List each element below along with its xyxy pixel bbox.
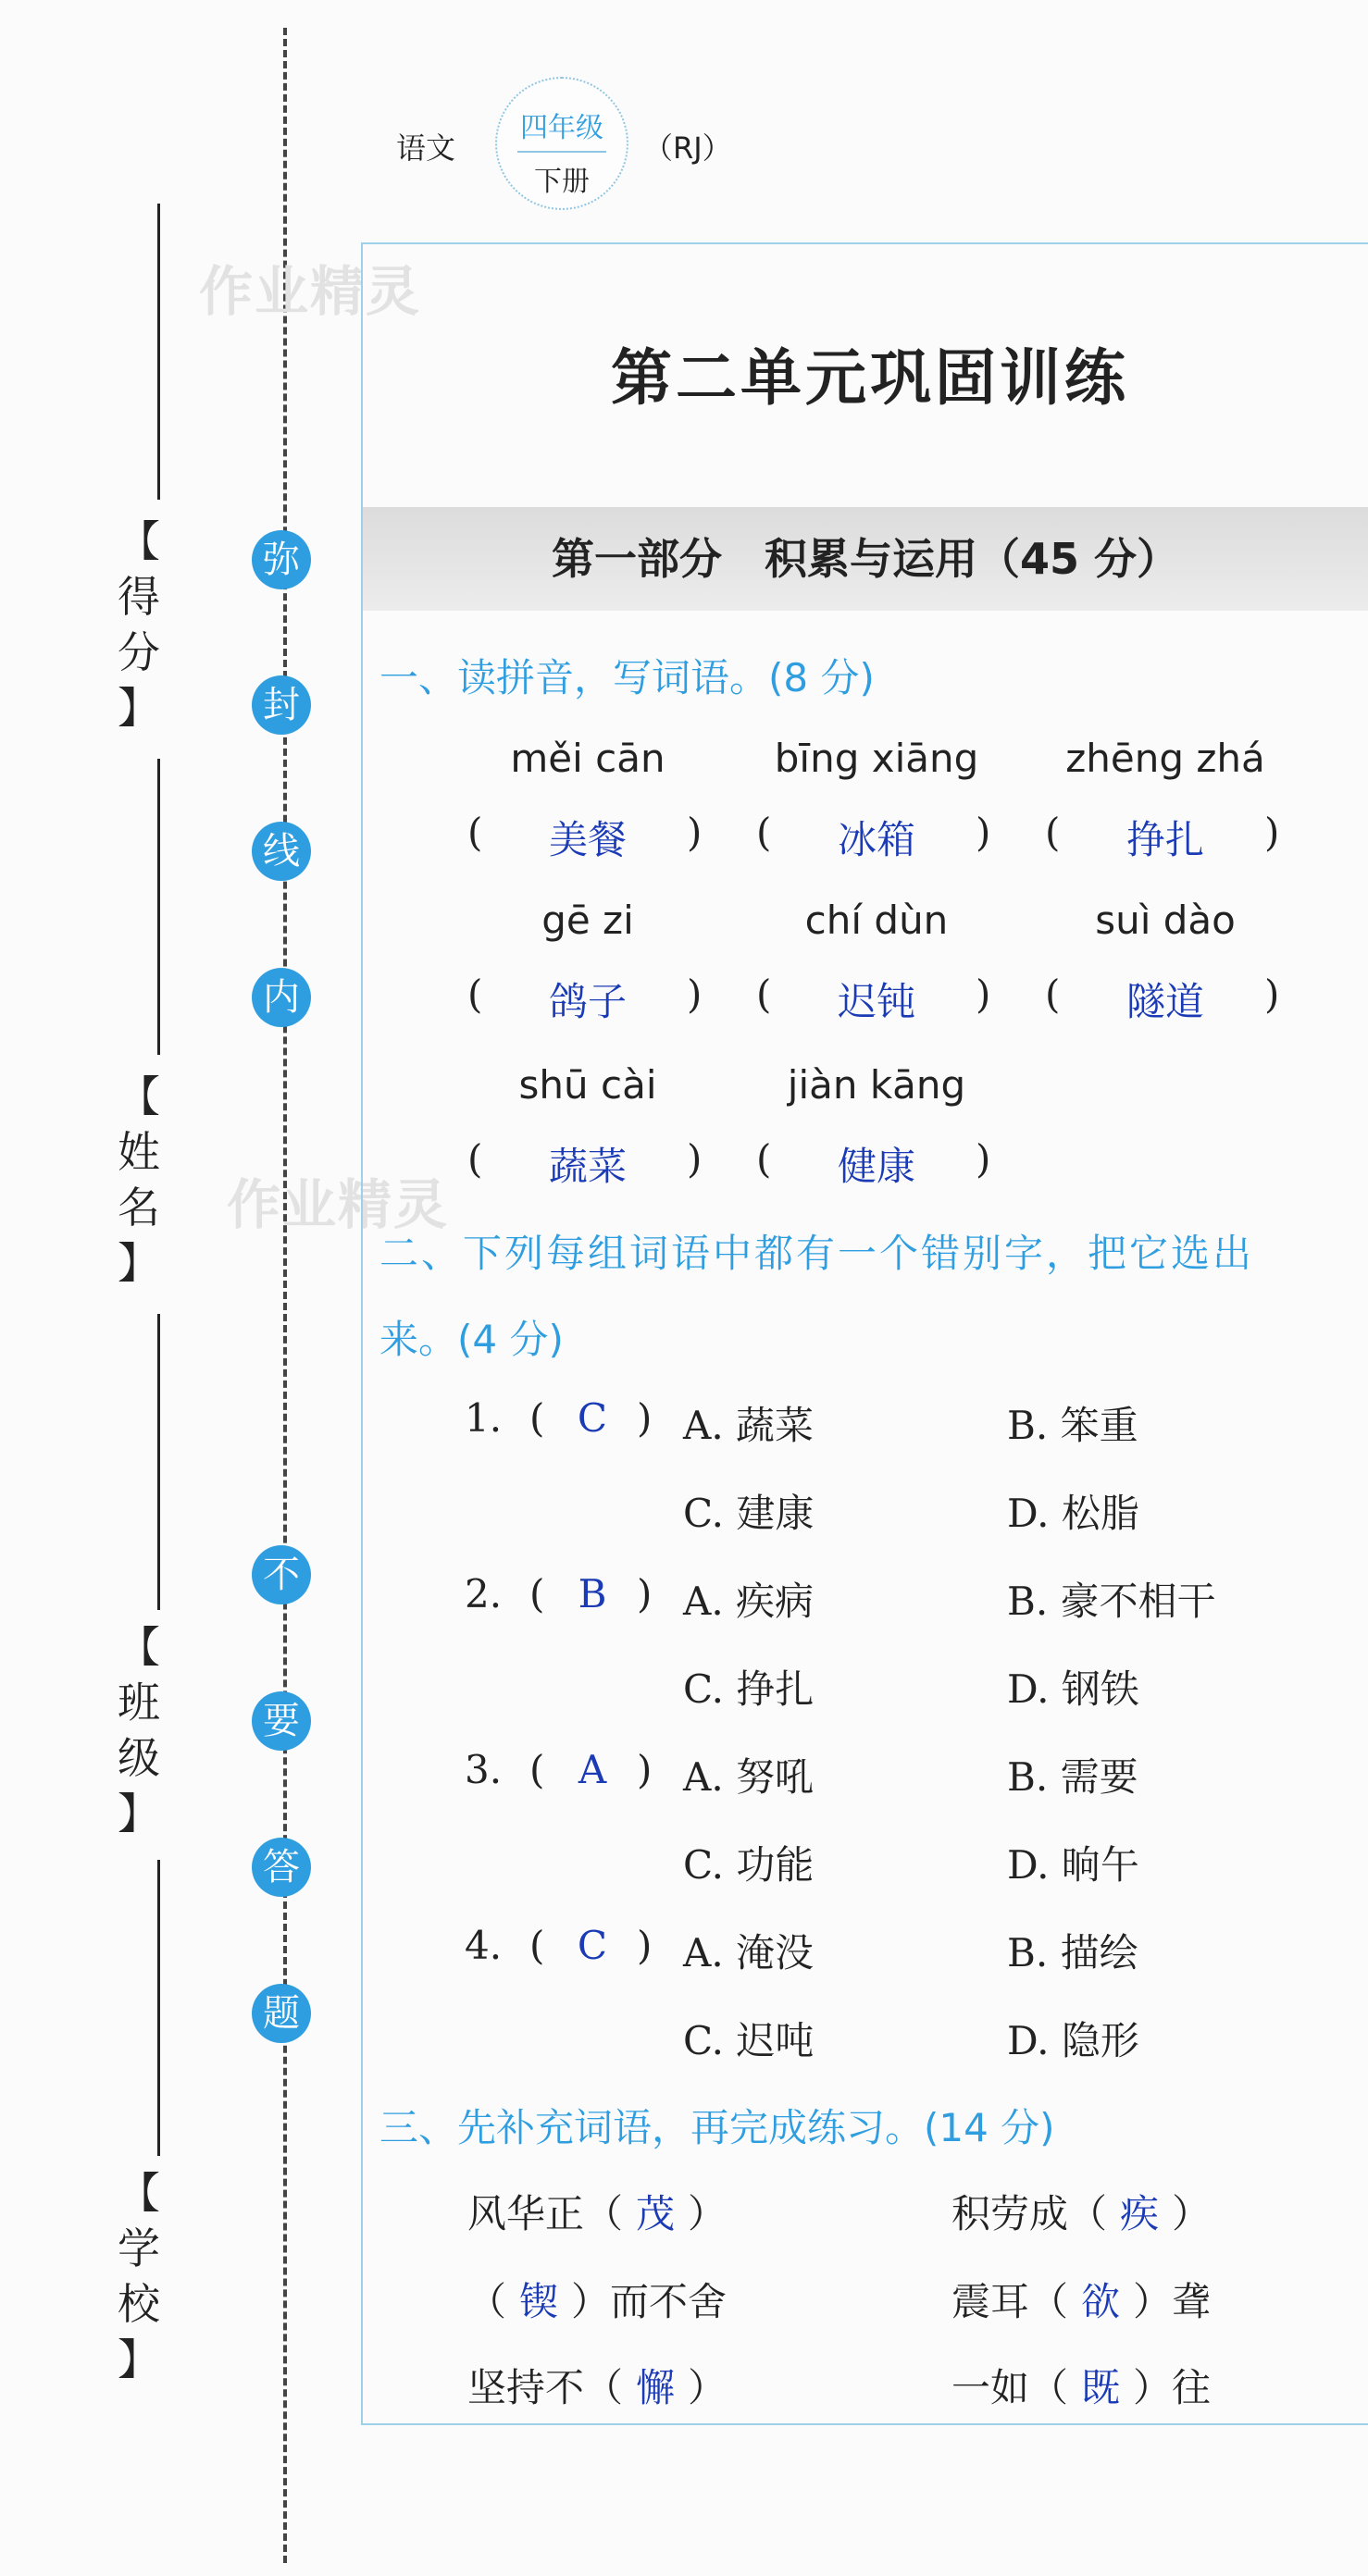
option: D. 隐形: [1007, 2018, 1139, 2063]
subject-label: 语文: [396, 130, 456, 166]
idiom-text: （: [467, 2279, 507, 2324]
q2-heading-cont: 来。(4 分): [379, 1317, 564, 1362]
answer[interactable]: 隧道: [1125, 979, 1204, 1024]
pinyin: bīng xiāng: [774, 736, 979, 781]
option: B. 需要: [1007, 1754, 1138, 1800]
option: D. 晌午: [1007, 1842, 1139, 1888]
score-line[interactable]: [157, 204, 160, 500]
seal-char: 封: [252, 675, 311, 735]
answer[interactable]: 美餐: [548, 817, 627, 862]
paren-open: (: [467, 972, 483, 1017]
school-line[interactable]: [157, 1860, 160, 2156]
q2-heading: 二、下列每组词语中都有一个错别字，把它选出: [379, 1231, 1255, 1276]
binding-dashed-line: [283, 28, 287, 2563]
grade-text: 四年级: [520, 112, 603, 144]
seal-char: 不: [252, 1545, 311, 1604]
seal-char: 内: [252, 968, 311, 1027]
paren-open: (: [529, 1571, 545, 1616]
edition-label: （RJ）: [643, 130, 732, 166]
name-line[interactable]: [157, 759, 160, 1055]
choice-answer[interactable]: A: [578, 1747, 607, 1792]
option: A. 蔬菜: [683, 1403, 815, 1448]
volume-text: 下册: [534, 166, 590, 198]
idiom-text: 风华正（: [467, 2191, 624, 2236]
pinyin: jiàn kāng: [787, 1062, 966, 1108]
option: A. 努吼: [683, 1754, 815, 1800]
q2-num: 3.: [465, 1747, 503, 1792]
watermark-logo: 作业精灵: [227, 1173, 450, 1236]
answer[interactable]: 挣扎: [1125, 817, 1204, 862]
seal-char: 要: [252, 1691, 311, 1751]
choice-answer[interactable]: B: [578, 1571, 607, 1616]
part-heading: 第一部分 积累与运用（45 分）: [551, 534, 1180, 584]
paren-open: (: [756, 972, 772, 1017]
paren-close: ): [637, 1747, 653, 1792]
option: C. 挣扎: [683, 1666, 815, 1712]
name-label: 【 姓 名 】: [118, 1071, 160, 1288]
option: B. 笨重: [1007, 1403, 1138, 1448]
school-label: 【 学 校 】: [118, 2168, 160, 2384]
paren-open: (: [529, 1747, 545, 1792]
idiom-text: ）: [1172, 2191, 1212, 2236]
paren-open: (: [529, 1395, 545, 1441]
idiom-text: 积劳成（: [951, 2191, 1108, 2236]
paren-close: ): [637, 1923, 653, 1968]
paren-close: ): [976, 1136, 991, 1182]
paren-close: ): [1264, 972, 1280, 1017]
answer[interactable]: 鸽子: [548, 979, 627, 1024]
seal-char: 弥: [252, 530, 311, 589]
idiom-answer[interactable]: 疾: [1120, 2191, 1160, 2236]
paren-close: ): [976, 972, 991, 1017]
paren-open: (: [1045, 972, 1061, 1017]
option: C. 建康: [683, 1491, 815, 1536]
idiom-answer[interactable]: 懈: [636, 2365, 676, 2410]
option: D. 松脂: [1007, 1491, 1139, 1536]
answer[interactable]: 迟钝: [837, 979, 915, 1024]
seal-char: 题: [252, 1984, 311, 2043]
idiom-text: ）: [688, 2365, 728, 2410]
score-label: 【 得 分 】: [118, 516, 160, 733]
class-label: 【 班 级 】: [118, 1622, 160, 1839]
paren-open: (: [756, 810, 772, 855]
idiom-answer[interactable]: 既: [1081, 2365, 1121, 2410]
paren-close: ): [637, 1571, 653, 1616]
idiom-text: ）: [688, 2191, 728, 2236]
pinyin: měi cān: [510, 736, 665, 781]
option: D. 钢铁: [1007, 1666, 1139, 1712]
idiom-left: [467, 2184, 727, 2239]
q2-num: 4.: [465, 1923, 503, 1968]
idiom-right: [951, 2184, 1211, 2239]
pinyin: zhēng zhá: [1065, 736, 1265, 781]
q2-num: 1.: [465, 1395, 503, 1441]
idiom-right: [951, 2358, 1211, 2413]
idiom-left: [467, 2272, 727, 2327]
seal-char: 答: [252, 1838, 311, 1897]
page-title: 第二单元巩固训练: [611, 342, 1129, 414]
option: A. 淹没: [683, 1930, 815, 1975]
paren-open: (: [529, 1923, 545, 1968]
seal-char: 线: [252, 822, 311, 881]
paren-open: (: [756, 1136, 772, 1182]
paren-open: (: [1045, 810, 1061, 855]
idiom-left: [467, 2358, 727, 2413]
idiom-text: ）而不舍: [571, 2279, 728, 2324]
q1-heading: 一、读拼音，写词语。(8 分): [379, 655, 875, 700]
pinyin: shū cài: [518, 1062, 657, 1108]
choice-answer[interactable]: C: [577, 1923, 608, 1968]
watermark-logo: 作业精灵: [199, 260, 422, 323]
idiom-text: ）往: [1133, 2365, 1212, 2410]
paren-open: (: [467, 1136, 483, 1182]
option: A. 疾病: [683, 1579, 815, 1624]
idiom-answer[interactable]: 锲: [519, 2279, 559, 2324]
answer[interactable]: 蔬菜: [548, 1144, 627, 1189]
paren-close: ): [637, 1395, 653, 1441]
choice-answer[interactable]: C: [577, 1395, 608, 1441]
idiom-answer[interactable]: 茂: [636, 2191, 676, 2236]
badge-divider: [517, 151, 606, 153]
grade-badge: [495, 77, 628, 210]
q3-heading: 三、先补充词语，再完成练习。(14 分): [379, 2105, 1055, 2150]
option: B. 豪不相干: [1007, 1579, 1216, 1624]
paren-close: ): [687, 810, 703, 855]
idiom-right: [951, 2272, 1211, 2327]
answer[interactable]: 健康: [837, 1144, 915, 1189]
answer[interactable]: 冰箱: [837, 817, 915, 862]
paren-close: ): [1264, 810, 1280, 855]
pinyin: suì dào: [1095, 898, 1236, 943]
idiom-text: ）聋: [1133, 2279, 1212, 2324]
option: C. 功能: [683, 1842, 815, 1888]
idiom-text: 一如（: [951, 2365, 1069, 2410]
pinyin: gē zi: [541, 898, 634, 943]
idiom-answer[interactable]: 欲: [1081, 2279, 1121, 2324]
idiom-text: 坚持不（: [467, 2365, 624, 2410]
option: C. 迟吨: [683, 2018, 815, 2063]
class-line[interactable]: [157, 1314, 160, 1610]
paren-open: (: [467, 810, 483, 855]
paren-close: ): [687, 1136, 703, 1182]
pinyin: chí dùn: [804, 898, 949, 943]
paren-close: ): [687, 972, 703, 1017]
paren-close: ): [976, 810, 991, 855]
q2-num: 2.: [465, 1571, 503, 1616]
option: B. 描绘: [1007, 1930, 1138, 1975]
idiom-text: 震耳（: [951, 2279, 1069, 2324]
